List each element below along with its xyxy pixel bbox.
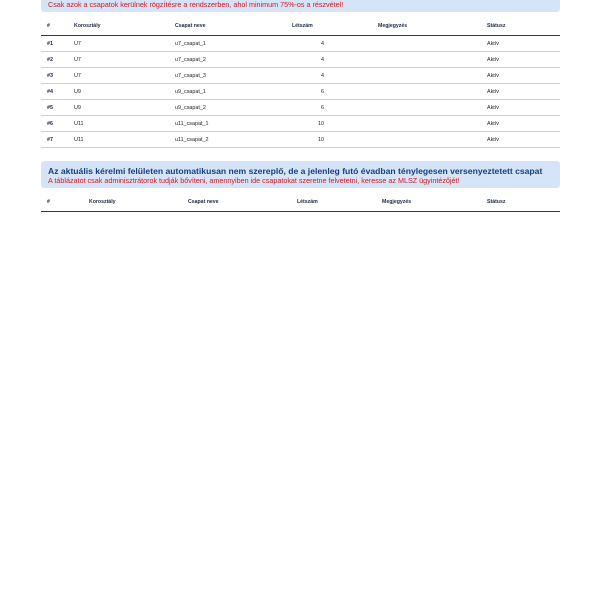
- col-header-age-group: Korosztály: [68, 17, 169, 36]
- extra-teams-table: [41, 193, 560, 212]
- row-headcount: 6: [286, 100, 372, 116]
- row-rank: #6: [41, 116, 68, 132]
- col-header-rank: #: [41, 17, 68, 36]
- table-header-row: [41, 193, 560, 212]
- row-note: [372, 100, 481, 116]
- row-note: [372, 68, 481, 84]
- col-header-headcount: Létszám: [286, 17, 372, 36]
- row-headcount: 6: [286, 84, 372, 100]
- row-team-name: u11_csapat_2: [169, 132, 286, 148]
- row-rank: #3: [41, 68, 68, 84]
- row-note: [372, 116, 481, 132]
- teams-table: [41, 17, 560, 148]
- row-status: Aktív: [481, 84, 560, 100]
- row-status: Aktív: [481, 100, 560, 116]
- row-team-name: u9_csapat_2: [169, 100, 286, 116]
- section-title: Az aktuális kérelmi felületen automatikusan nem szereplő, de a jelenleg futó évadban ténylegesen versenyeztetett csapat: [48, 166, 543, 176]
- row-age-group: U7: [68, 68, 169, 84]
- row-age-group: U7: [68, 52, 169, 68]
- row-status: Aktív: [481, 52, 560, 68]
- row-status: Aktív: [481, 132, 560, 148]
- row-status: Aktív: [481, 68, 560, 84]
- col-header-team-name: Csapat neve: [182, 193, 291, 212]
- row-status: Aktív: [481, 116, 560, 132]
- col-header-team-name: Csapat neve: [169, 17, 286, 36]
- table-row: [41, 132, 560, 148]
- row-team-name: u7_csapat_1: [169, 36, 286, 52]
- row-rank: #2: [41, 52, 68, 68]
- extra-teams-section-header: [41, 161, 560, 188]
- section-subtitle: A táblázatot csak adminisztrátorok tudják bővíteni, amennyiben ide csapatokat szeretne felvetetni, keresse az MLSZ ügyintézőjét!: [48, 176, 460, 185]
- col-header-note: Megjegyzés: [376, 193, 481, 212]
- row-headcount: 10: [286, 132, 372, 148]
- col-header-note: Megjegyzés: [372, 17, 481, 36]
- row-age-group: U9: [68, 84, 169, 100]
- row-age-group: U7: [68, 36, 169, 52]
- table-row: [41, 116, 560, 132]
- col-header-status: Státusz: [481, 193, 560, 212]
- row-headcount: 4: [286, 36, 372, 52]
- row-headcount: 4: [286, 68, 372, 84]
- row-rank: #5: [41, 100, 68, 116]
- row-headcount: 10: [286, 116, 372, 132]
- row-headcount: 4: [286, 52, 372, 68]
- col-header-age-group: Korosztály: [83, 193, 182, 212]
- row-status: Aktív: [481, 36, 560, 52]
- table-row: [41, 68, 560, 84]
- row-team-name: u7_csapat_3: [169, 68, 286, 84]
- table-row: [41, 36, 560, 52]
- col-header-status: Státusz: [481, 17, 560, 36]
- table-header-row: [41, 17, 560, 36]
- row-note: [372, 52, 481, 68]
- col-header-headcount: Létszám: [291, 193, 376, 212]
- participation-notice: [41, 0, 560, 12]
- row-age-group: U11: [68, 116, 169, 132]
- row-rank: #4: [41, 84, 68, 100]
- table-row: [41, 100, 560, 116]
- row-team-name: u9_csapat_1: [169, 84, 286, 100]
- table-row: [41, 52, 560, 68]
- row-note: [372, 132, 481, 148]
- row-note: [372, 84, 481, 100]
- row-rank: #1: [41, 36, 68, 52]
- row-age-group: U11: [68, 132, 169, 148]
- row-age-group: U9: [68, 100, 169, 116]
- row-rank: #7: [41, 132, 68, 148]
- table-row: [41, 84, 560, 100]
- col-header-rank: #: [41, 193, 83, 212]
- row-note: [372, 36, 481, 52]
- participation-warning: Csak azok a csapatok kerülnek rögzítésre a rendszerben, ahol minimum 75%-os a részvétel!: [48, 0, 344, 9]
- row-team-name: u7_csapat_2: [169, 52, 286, 68]
- row-team-name: u11_csapat_1: [169, 116, 286, 132]
